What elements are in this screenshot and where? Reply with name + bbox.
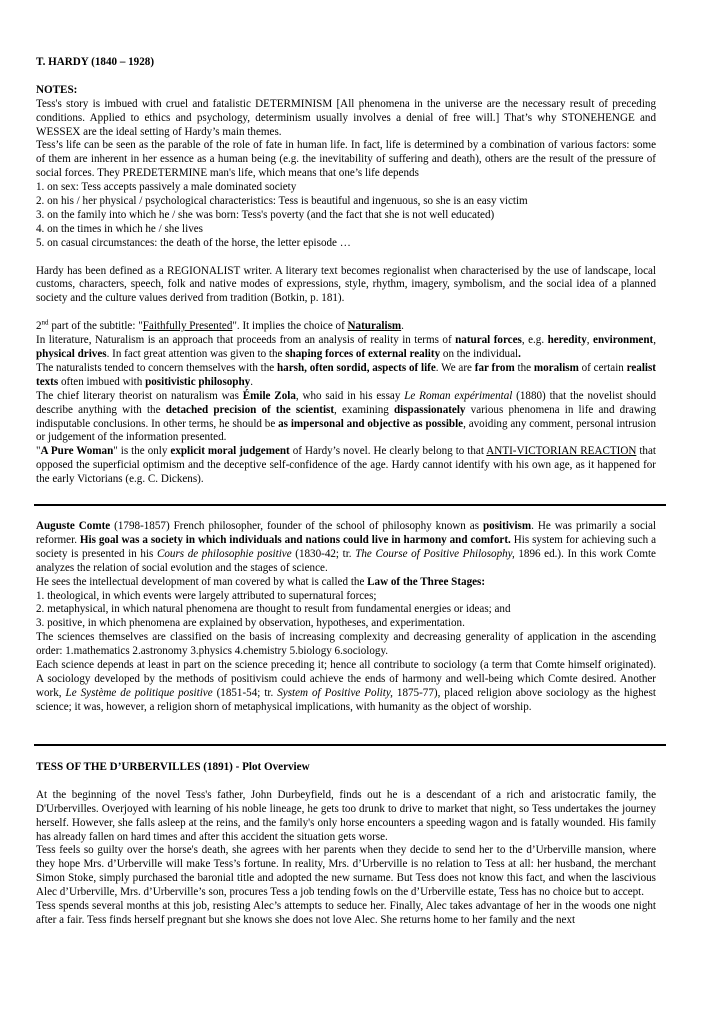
list-item: 2. on his / her physical / psychological characteristics: Tess is beautiful and ingenuous, so she is an easy victim (36, 195, 528, 208)
three-stages-list (36, 590, 656, 632)
determinism-factors-list (36, 181, 656, 251)
paragraph: The chief literary theorist on naturalism was Émile Zola, who said in his essay Le Roman expérimental (1880) that the novelist should describe anything with the detached precision of the scientist, examining dispassionately various phenomena in life and drawing indisputable conclusions. In other terms, he should be as impersonal and objective as possible, avoiding any comment, personal intrusion or judgement of the information presented. (36, 389, 657, 444)
list-item: 4. on the times in which he / she lives (36, 222, 203, 235)
section-divider (34, 504, 666, 506)
section-divider (34, 744, 666, 746)
plot-overview-section (36, 761, 656, 928)
paragraph: The naturalists tended to concern themselves with the harsh, often sordid, aspects of life. We are far from the moralism of certain realist texts often imbued with positivistic philosophy. (36, 361, 656, 388)
list-item: 5. on casual circumstances: the death of the horse, the letter episode … (36, 236, 351, 249)
list-item: 1. theological, in which events were largely attributed to supernatural forces; (36, 589, 377, 602)
paragraph: Tess’s life can be seen as the parable of the role of fate in human life. In fact, life is determined by a combination of various factors: some of them are inherent in her essence as a human being (e.g. the inevitability of suffering and death), others are the result of the pressure of social forces. They PREDETERMINE man's life, which means that one’s life depends (36, 139, 656, 180)
paragraph: "A Pure Woman" is the only explicit moral judgement of Hardy’s novel. He clearly belong to that ANTI-VICTORIAN REACTION that opposed the superficial optimism and the deceptive self-confidence of the age. Hardy cannot identify with his own age, as it happened for the early Victorians (e.g. C. Dickens). (36, 445, 656, 486)
list-item: 3. positive, in which phenomena are explained by observation, hypotheses, and experimentation. (36, 617, 465, 630)
paragraph: At the beginning of the novel Tess's father, John Durbeyfield, finds out he is a descendant of a rich and aristocratic family, the D'Urbervilles. Overjoyed with learning of his noble lineage, he gets too drunk to drive to market that night, so Tess undertakes the journey herself. However, she falls asleep at the reins, and the family's only horse encounters a speeding wagon and is fatally wounded. His family has already fallen on hard times and after this accident the situation gets worse. (36, 788, 656, 843)
paragraph: He sees the intellectual development of man covered by what is called the Law of the Three Stages: (36, 575, 486, 588)
paragraph: 2nd part of the subtitle: "Faithfully Presented". It implies the choice of Naturalism. (36, 318, 404, 333)
paragraph: Each science depends at least in part on the science preceding it; hence all contribute to sociology (a term that Comte himself originated). A sociology developed by the methods of positivism could achieve the ends of harmony and well-being which Comte desired. Another work, Le Système de politique positive (1851-54; tr. System of Positive Polity, 1875-77), placed religion above sociology as the highest science; it was, however, a religion shorn of metaphysical implications, with humanity as the object of worship. (36, 659, 656, 713)
comte-section (36, 520, 656, 715)
paragraph: Tess's story is imbued with cruel and fatalistic DETERMINISM [All phenomena in the universe are the necessary result of preceding conditions. Applied to ethics and psychology, determinism usually involves a denial of free will.] That’s why STONEHENGE and WESSEX are the ideal setting of Hardy’s main themes. (36, 97, 656, 138)
section-title: T. HARDY (1840 – 1928) (36, 56, 155, 68)
paragraph: Tess spends several months at this job, resisting Alec’s attempts to seduce her. Finally, Alec takes advantage of her in the woods one night after a fair. Tess finds herself pregnant but she knows she does not love Alec. She returns home to her family and the next (36, 900, 656, 926)
paragraph: The sciences themselves are classified on the basis of increasing complexity and decreasing generality of application in the ascending order: 1.mathematics 2.astronomy 3.physics 4.chemistry 5.biology 6.sociology. (36, 631, 656, 658)
section-title: TESS OF THE D’URBERVILLES (1891) - Plot Overview (36, 761, 310, 773)
list-item: 1. on sex: Tess accepts passively a male dominated society (36, 181, 297, 194)
paragraph: Tess feels so guilty over the horse's death, she agrees with her parents when they decide to send her to the d’Urberville mansion, where they hope Mrs. d’Urberville will make Tess’s fortune. In reality, Mrs. d’Urberville is no relation to Tess at all: her husband, the merchant Simon Stoke, simply purchased the baronial title and adopted the new surname. But Tess does not know this fact, and when the lascivious Alec d’Urberville, Mrs. d’Urberville’s son, procures Tess a job tending fowls on the d’Urberville estate, Tess has no choice but to accept. (36, 844, 656, 899)
paragraph: In literature, Naturalism is an approach that proceeds from an analysis of reality in terms of natural forces, e.g. heredity, environment, physical drives. In fact great attention was given to the shaping forces of external reality on the individual. (36, 334, 657, 360)
list-item: 3. on the family into which he / she was born: Tess's poverty (and the fact that she is not well educated) (36, 208, 495, 221)
list-item: 2. metaphysical, in which natural phenomena are thought to result from fundamental energies or ideas; and (36, 603, 511, 616)
hardy-notes-section (36, 56, 656, 487)
paragraph: Auguste Comte (1798-1857) French philosopher, founder of the school of philosophy known as positivism. He was primarily a social reformer. His goal was a society in which individuals and nations could live in harmony and comfort. His system for achieving such a society is presented in his Cours de philosophie positive (1830-42; tr. The Course of Positive Philosophy, 1896 ed.). In this work Comte analyzes the relation of social evolution and the stages of science. (36, 520, 656, 574)
notes-label: NOTES: (36, 83, 78, 96)
paragraph: Hardy has been defined as a REGIONALIST writer. A literary text becomes regionalist when characterised by the use of landscape, local customs, characters, speech, folk and native modes of expressions, style, rhythm, imagery, symbolism, and the social idea of a planned society and the culture values derived from tradition (Botkin, p. 181). (36, 264, 656, 305)
